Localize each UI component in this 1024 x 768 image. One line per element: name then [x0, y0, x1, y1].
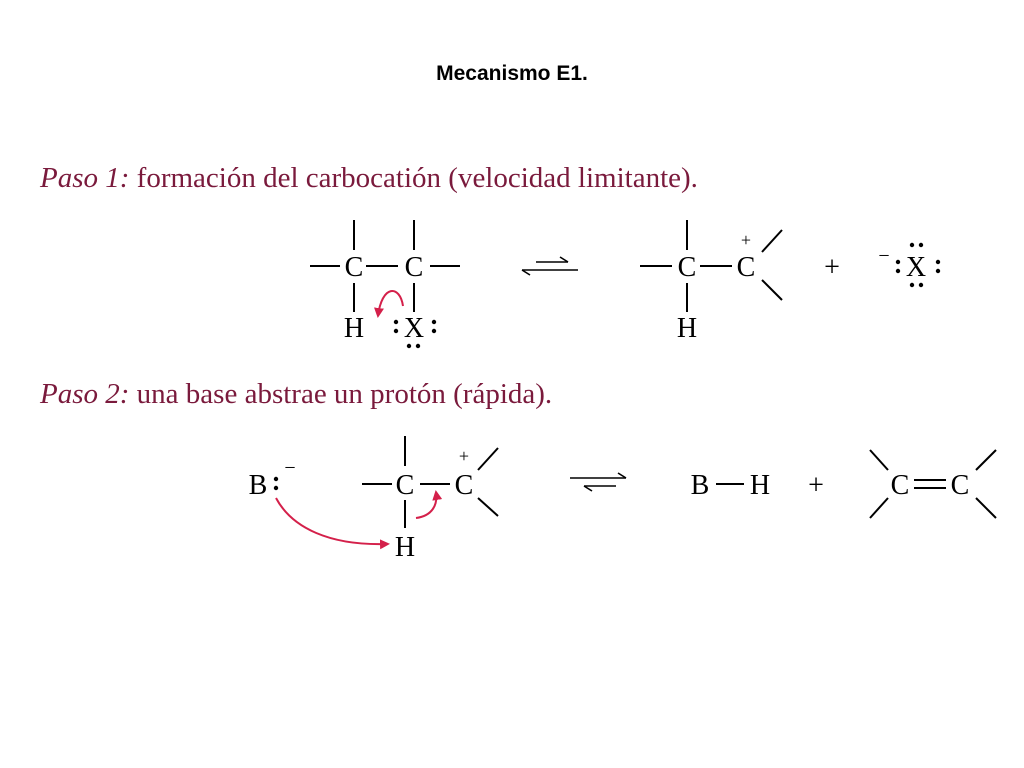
step2-label: Paso 2:	[40, 378, 130, 410]
step2-base: B	[248, 470, 268, 501]
step2-cation-charge: +	[458, 446, 470, 466]
step1-reactant-leaving-group: X	[403, 313, 425, 344]
step2-bond-arrow	[416, 492, 436, 518]
step2-hydrogen: H	[394, 532, 416, 563]
step2-base-charge: −	[284, 457, 296, 479]
step1-carbocation-hydrogen: H	[676, 313, 698, 344]
step2-plus-sign: +	[808, 470, 824, 501]
step2-product-hydrogen: H	[749, 470, 771, 501]
step1-plus-sign: +	[824, 252, 840, 283]
step2-alkene-carbon-1: C	[890, 470, 910, 501]
step2-text: una base abstrae un protón (rápida).	[136, 378, 553, 410]
step2-carbon-1: C	[395, 470, 415, 501]
step1-reactant-carbon-2: C	[404, 252, 424, 283]
step1-label: Paso 1:	[40, 162, 130, 194]
step1-reactant-carbon-1: C	[344, 252, 364, 283]
step1-carbocation-carbon-2: C	[736, 252, 756, 283]
step1-curved-arrow	[378, 291, 403, 316]
step2-base-lone-pair	[274, 477, 278, 490]
step1-carbocation-carbon-1: C	[677, 252, 697, 283]
step1-reactant	[310, 220, 460, 312]
step2-alkene	[870, 450, 996, 518]
step1-halide-anion: X	[905, 252, 927, 283]
page-title: Mecanismo E1.	[436, 62, 588, 85]
step1-carbocation	[640, 220, 782, 312]
step2-carbocation	[362, 436, 498, 528]
step2-base-arrow	[276, 498, 388, 544]
step1-equilibrium-arrow	[522, 257, 578, 275]
step1-text: formación del carbocatión (velocidad limitante).	[136, 162, 698, 194]
step1-reactant-hydrogen: H	[343, 313, 365, 344]
step2-carbon-2: C	[454, 470, 474, 501]
step2-equilibrium-arrow	[570, 473, 626, 491]
step2-alkene-carbon-2: C	[950, 470, 970, 501]
step1-anion-charge: −	[878, 245, 890, 267]
step2-product-base: B	[690, 470, 710, 501]
step1-cation-charge: +	[740, 230, 752, 250]
